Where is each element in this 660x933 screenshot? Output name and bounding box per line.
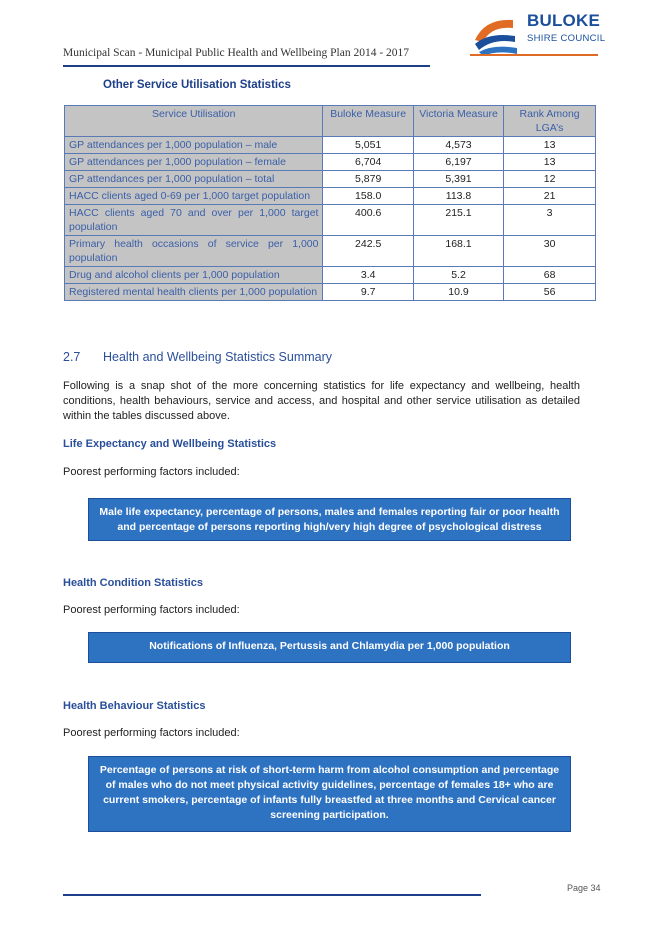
row-label-cell: HACC clients aged 0-69 per 1,000 target population	[65, 188, 323, 205]
column-header: Buloke Measure	[323, 106, 413, 137]
subsection-lead: Poorest performing factors included:	[63, 604, 240, 616]
page-number: Page 34	[567, 883, 601, 893]
highlight-box: Male life expectancy, percentage of persons, males and females reporting fair or poor health and percentage of persons reporting high/very high degree of psychological distress	[88, 498, 571, 541]
value-cell: 6,704	[323, 154, 413, 171]
row-label-cell: Primary health occasions of service per 1,000 population	[65, 236, 323, 267]
value-cell: 10.9	[413, 284, 503, 301]
value-cell: 400.6	[323, 205, 413, 236]
row-label-cell: GP attendances per 1,000 population – total	[65, 171, 323, 188]
table-row	[65, 154, 596, 171]
value-cell: 5,391	[413, 171, 503, 188]
section-heading	[63, 350, 332, 364]
value-cell: 13	[504, 154, 596, 171]
table-row	[65, 171, 596, 188]
logo-subtitle: SHIRE COUNCIL	[527, 33, 606, 44]
subsection-lead: Poorest performing factors included:	[63, 727, 240, 739]
highlight-box: Notifications of Influenza, Pertussis and Chlamydia per 1,000 population	[88, 632, 571, 663]
highlight-box: Percentage of persons at risk of short-term harm from alcohol consumption and percentage of males who do not meet physical activity guidelines, percentage of females 18+ who are current smokers, percentage of infants fully breastfed at three months and Cervical cancer screening participation.	[88, 756, 571, 832]
value-cell: 5,879	[323, 171, 413, 188]
value-cell: 215.1	[413, 205, 503, 236]
value-cell: 56	[504, 284, 596, 301]
table-row	[65, 205, 596, 236]
section-title: Health and Wellbeing Statistics Summary	[103, 350, 333, 364]
service-utilisation-table	[64, 105, 596, 301]
value-cell: 158.0	[323, 188, 413, 205]
value-cell: 12	[504, 171, 596, 188]
table-row	[65, 188, 596, 205]
document-header-title: Municipal Scan - Municipal Public Health and Wellbeing Plan 2014 - 2017	[63, 47, 410, 59]
subsection-lead: Poorest performing factors included:	[63, 466, 240, 478]
subsection-heading: Health Condition Statistics	[63, 577, 203, 589]
value-cell: 4,573	[413, 137, 503, 154]
row-label-cell: Registered mental health clients per 1,000 population	[65, 284, 323, 301]
column-header: Service Utilisation	[65, 106, 323, 137]
table-row	[65, 267, 596, 284]
table-row	[65, 236, 596, 267]
value-cell: 242.5	[323, 236, 413, 267]
value-cell: 6,197	[413, 154, 503, 171]
value-cell: 5,051	[323, 137, 413, 154]
logo-wordmark: BULOKE	[527, 11, 600, 30]
table-section-title: Other Service Utilisation Statistics	[103, 79, 291, 91]
value-cell: 3	[504, 205, 596, 236]
value-cell: 68	[504, 267, 596, 284]
table-header-row	[65, 106, 596, 137]
value-cell: 3.4	[323, 267, 413, 284]
value-cell: 21	[504, 188, 596, 205]
section-intro-paragraph: Following is a snap shot of the more concerning statistics for life expectancy and wellbeing, health conditions, health behaviours, service and access, and hospital and other service utilisation as detailed within the tables discussed above.	[63, 380, 580, 422]
value-cell: 168.1	[413, 236, 503, 267]
row-label-cell: HACC clients aged 70 and over per 1,000 target population	[65, 205, 323, 236]
value-cell: 13	[504, 137, 596, 154]
value-cell: 30	[504, 236, 596, 267]
section-number: 2.7	[63, 350, 81, 364]
table-row	[65, 284, 596, 301]
footer-divider	[63, 894, 481, 896]
row-label-cell: GP attendances per 1,000 population – female	[65, 154, 323, 171]
row-label-cell: GP attendances per 1,000 population – male	[65, 137, 323, 154]
value-cell: 113.8	[413, 188, 503, 205]
subsection-heading: Life Expectancy and Wellbeing Statistics	[63, 438, 277, 450]
value-cell: 5.2	[413, 267, 503, 284]
header-divider	[63, 65, 430, 67]
table-row	[65, 137, 596, 154]
subsection-heading: Health Behaviour Statistics	[63, 700, 206, 712]
column-header: Victoria Measure	[413, 106, 503, 137]
value-cell: 9.7	[323, 284, 413, 301]
row-label-cell: Drug and alcohol clients per 1,000 population	[65, 267, 323, 284]
column-header: Rank Among LGA’s	[504, 106, 596, 137]
logo-underline	[470, 54, 598, 56]
